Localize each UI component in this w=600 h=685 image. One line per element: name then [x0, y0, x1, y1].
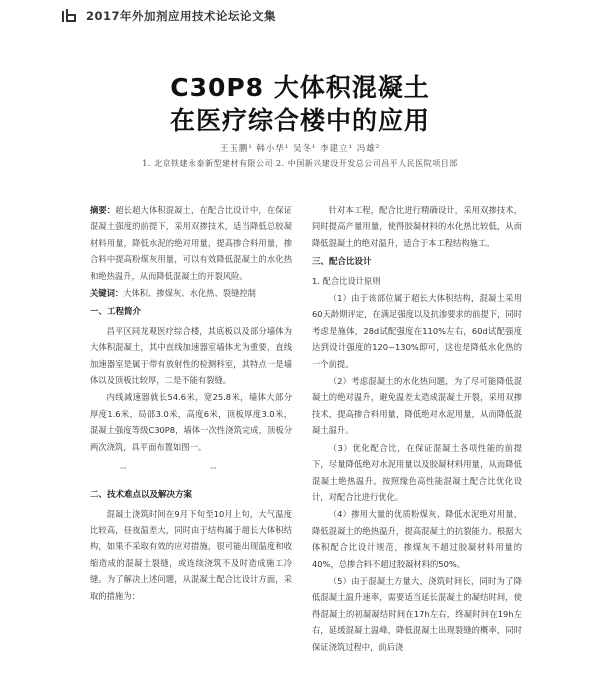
- design-principle-1: （1）由于该部位属于超长大体积结构，混凝土采用60天龄期评定，在满足强度以及抗渗要求的前提下，同时考虑是施体，28d试配强度在110%左右，60d试配强度达到设计强度的120~130%即可，这也是降低水化热的一个前提。: [312, 293, 522, 369]
- figure-mark-right: "": [210, 466, 217, 475]
- figure-mark-left: "": [120, 466, 127, 475]
- section-2-title: 二、技术难点以及解决方案: [90, 490, 193, 501]
- running-header: [62, 8, 276, 24]
- keywords-text: 大体积、掺煤灰、水化热、裂缝控制: [123, 288, 256, 299]
- abstract-label: 摘要：: [90, 205, 116, 215]
- abstract-text: 超长超大体积混凝土，在配合比设计中，在保证混凝土强度的前提下，采用双掺技术，适当降低总胶凝材料用量，降低水泥的绝对用量，提高掺合料用量，掺合料中提高粉煤灰用量，可以有效降低混凝土的水化热和绝热温升，从而降低混凝土的开裂风险。: [90, 205, 292, 281]
- right-column: [312, 202, 522, 656]
- section-2-paragraph-1: 混凝土浇筑时间在9月下旬至10月上旬，大气温度比较高，昼夜温差大，同时由于结构属于超长大体积结构，如果不采取有效的应对措施，很可能出现温度和收缩造成的混凝土裂缝，或连续浇筑不及时造成施工冷缝。为了解决上述问题，从混凝土配合比设计方面，采取的措施为：: [90, 508, 292, 601]
- book-icon: [62, 9, 78, 23]
- right-intro-paragraph: 针对本工程，配合比进行精确设计，采用双掺技术，同时提高产量用量，使得胶凝材料的水化热比较低，从而降低混凝土的绝对温升，适合于本工程结构施工。: [312, 205, 522, 248]
- section-1-title: 一、工程简介: [90, 307, 142, 318]
- abstract: [90, 202, 292, 284]
- section-3-title: 三、配合比设计: [312, 257, 372, 268]
- design-principle-4: （4）掺用大量的优质粉煤灰、降低水泥绝对用量，降低混凝土的绝热温升，提高混凝土的抗裂能力。根据大体积配合比设计规范，掺煤灰不超过胶凝材料用量的40%，总掺合料不超过胶凝材料的50%。: [312, 509, 522, 569]
- section-1-paragraph-2: 内线减速器就长54.6米，宽25.8米，墙体大部分厚度1.6米，局部3.0米，高度6米，顶板厚度3.0米，混凝土强度等级C30P8，墙体一次性浇筑完成，顶板分两次浇筑，具平面布置如图一。: [90, 392, 292, 452]
- keywords: [90, 285, 292, 301]
- design-principle-3: （3）优化配合比，在保证混凝土各项性能的前提下，尽量降低绝对水泥用量以及胶凝材料用量，从而降低混凝土绝热温升。按照缘色高性能混凝土配合比优化设计，对配合比进行优化。: [312, 442, 522, 502]
- subsection-1-title: 1. 配合比设计原则: [312, 275, 381, 286]
- keywords-label: 关键词：: [90, 288, 124, 299]
- figure-placeholder: [90, 456, 292, 484]
- paper-title-line-1: C30P8 大体积混凝土: [170, 73, 430, 102]
- paper-title-line-2: 在医疗综合楼中的应用: [169, 106, 430, 135]
- authors: 王玉鹏¹ 韩小华¹ 吴冬¹ 李建立¹ 冯雄²: [219, 144, 381, 154]
- left-column: [90, 202, 292, 605]
- design-principle-2: （2）考虑混凝土的水化热问题，为了尽可能降低混凝土的绝对温升，避免温差太造成混凝土开裂，采用双掺技术，提高掺合料用量，降低绝对水泥用量，从而降低混凝土温升。: [312, 376, 522, 436]
- design-principle-5: （5）由于混凝土方量大，浇筑时间长，同时为了降低混凝土温升速率，需要适当延长混凝土的凝结时间，使得混凝土的初凝凝结时间在17h左右，终凝时间在19h左右，延缓混凝土温峰，降低混凝土出现裂缝的概率，同时保证浇筑过程中，前后浇: [312, 575, 522, 652]
- affiliations: 1. 北京铁建永泰新型建材有限公司 2. 中国新兴建设开发总公司昌平人民医院项目部: [142, 159, 458, 168]
- section-1-paragraph-1: 昌平区同龙观医疗综合楼，其底板以及部分墙体为大体积混凝土，其中直线加速器室墙体尤为重要，直线加速器室是属于带有放射性的检测科室，其特点一是墙体以及顶板比较厚，二是不能有裂缝。: [90, 325, 292, 386]
- header-title: 2017年外加剂应用技术论坛论文集: [86, 9, 277, 23]
